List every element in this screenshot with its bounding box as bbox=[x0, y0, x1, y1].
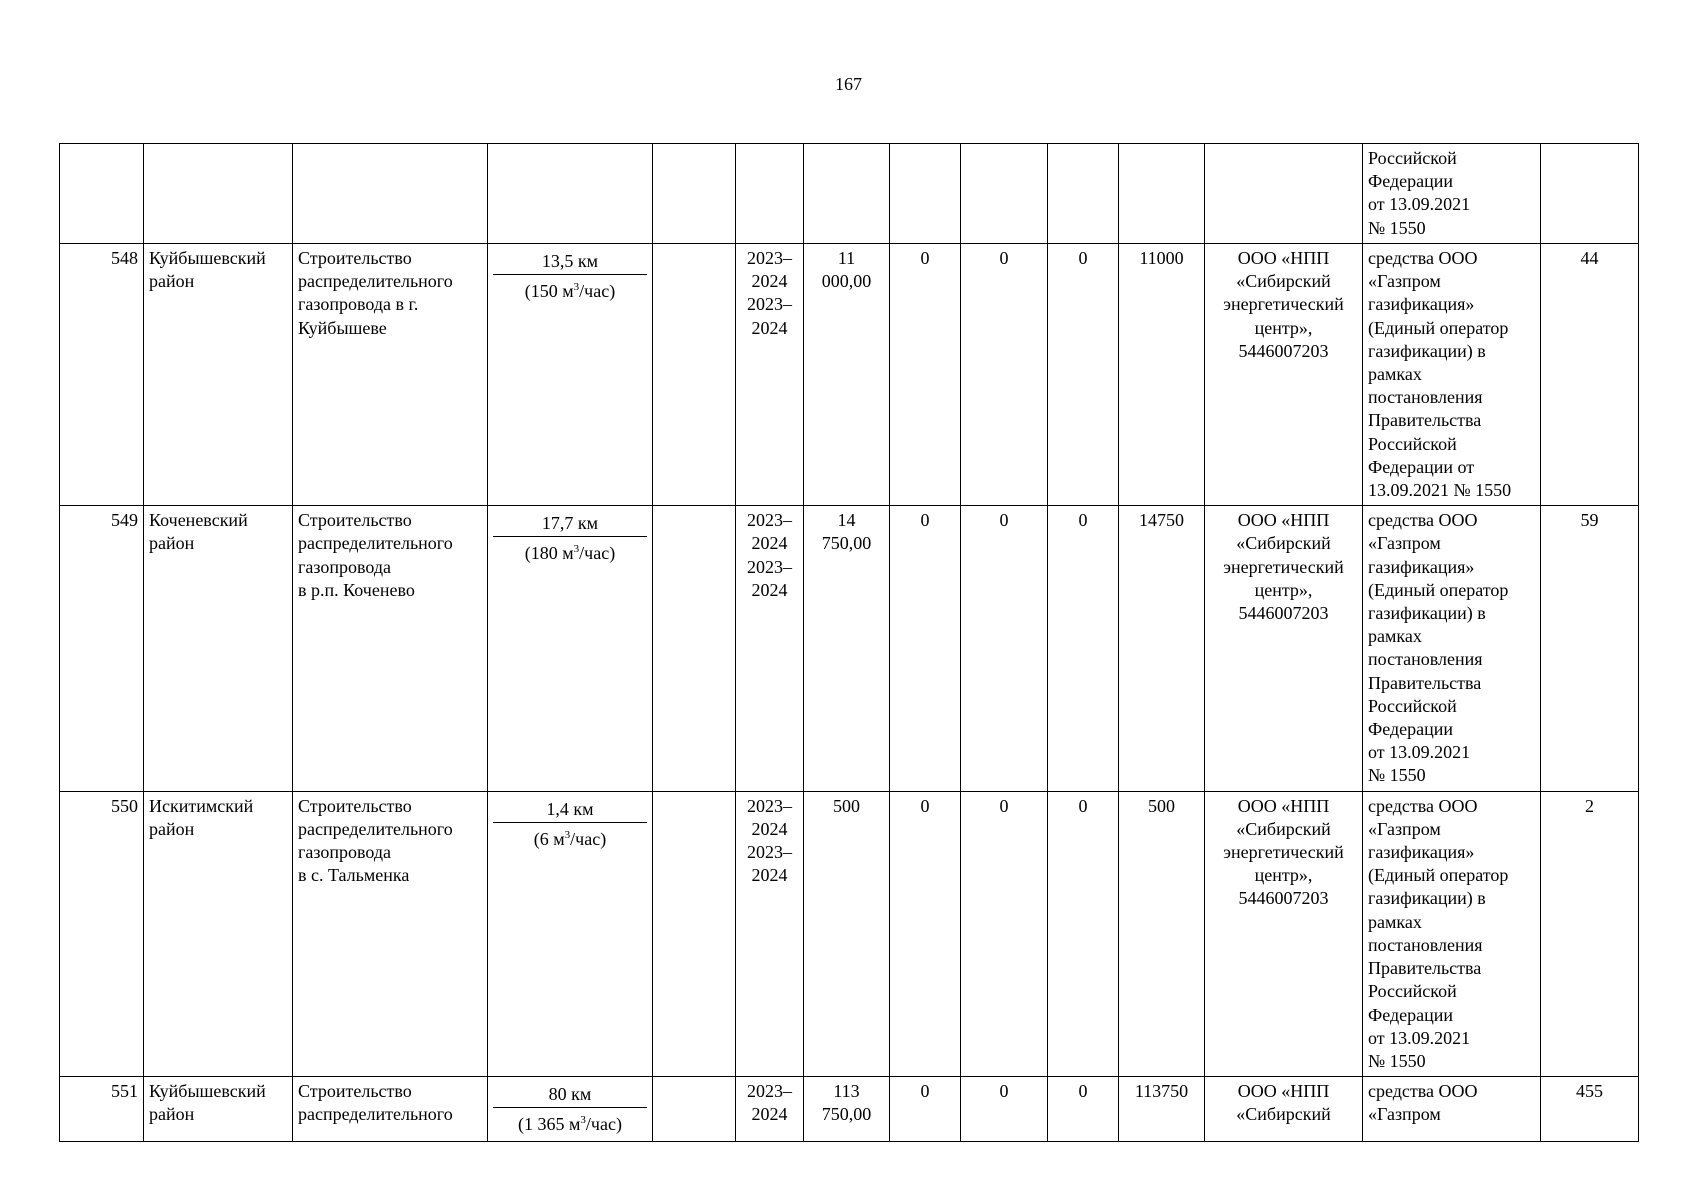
table-row bbox=[60, 506, 1639, 791]
total-text: 14 750,00 bbox=[821, 510, 872, 554]
capacity-sup-text: 3 bbox=[580, 1114, 586, 1127]
capacity-unit-text: /час) bbox=[579, 281, 616, 301]
source-text: средства ООО «Газпром bbox=[1368, 1081, 1478, 1125]
period-cell bbox=[736, 1077, 804, 1142]
total-cell bbox=[804, 144, 890, 244]
throughput-value bbox=[493, 275, 647, 305]
length-value bbox=[493, 1080, 647, 1108]
table-row bbox=[60, 144, 1639, 244]
c4-text: 113750 bbox=[1134, 1081, 1189, 1102]
object-text: Строительство распределительного газопровода в с. Тальменка bbox=[298, 795, 453, 886]
executor-cell bbox=[1205, 144, 1363, 244]
length-text: 80 км bbox=[548, 1084, 592, 1105]
value-cell bbox=[1119, 244, 1205, 506]
object-cell bbox=[293, 506, 488, 791]
length-value bbox=[493, 795, 647, 823]
capacity-sup-text: 3 bbox=[573, 281, 580, 293]
source-cell bbox=[1363, 1077, 1541, 1142]
c1-text: 0 bbox=[920, 510, 930, 531]
district-cell bbox=[144, 506, 293, 791]
empty-cell bbox=[653, 506, 736, 791]
capacity-sup-text: 3 bbox=[573, 543, 580, 556]
district-text: Куйбышевский район bbox=[149, 248, 266, 292]
executor-cell bbox=[1205, 506, 1363, 791]
object-text: Строительство распределительного газопровода в г. Куйбышеве bbox=[298, 248, 453, 338]
empty-cell bbox=[653, 791, 736, 1076]
source-text: средства ООО «Газпром газификация» (Единый оператор газификации) в рамках постановления Правительства Российской Федерации от 13.09.2021 № 1550 bbox=[1368, 248, 1512, 501]
capacity-cell bbox=[488, 1077, 653, 1142]
c3-text: 0 bbox=[1078, 510, 1088, 531]
num-text: 549 bbox=[111, 510, 138, 531]
district-cell bbox=[144, 791, 293, 1076]
executor-text: ООО «НПП «Сибирский bbox=[1236, 1081, 1331, 1125]
value-cell bbox=[961, 791, 1048, 1076]
c2-text: 0 bbox=[999, 1081, 1009, 1102]
row-number bbox=[60, 791, 144, 1076]
row-number bbox=[60, 506, 144, 791]
period-cell bbox=[736, 144, 804, 244]
district-cell bbox=[144, 244, 293, 506]
length-value bbox=[493, 247, 647, 275]
value-cell bbox=[961, 144, 1048, 244]
capacity-sup-text: 3 bbox=[564, 828, 571, 841]
executor-text: ООО «НПП «Сибирский энергетический центр», 5446007203 bbox=[1223, 248, 1344, 361]
district-text: Куйбышевский район bbox=[149, 1081, 266, 1125]
length-text: 17,7 км bbox=[541, 513, 599, 534]
empty-cell bbox=[653, 1077, 736, 1142]
throughput-value bbox=[493, 537, 647, 567]
value-cell bbox=[1048, 1077, 1119, 1142]
page-number: 167 bbox=[835, 74, 862, 94]
length-text: 13,5 км bbox=[541, 251, 599, 271]
value-cell bbox=[890, 244, 961, 506]
object-text: Строительство распределительного газопровода в р.п. Коченево bbox=[298, 510, 453, 600]
c4-text: 500 bbox=[1148, 795, 1175, 816]
executor-text: ООО «НПП «Сибирский энергетический центр», 5446007203 bbox=[1223, 510, 1344, 624]
value-cell bbox=[961, 1077, 1048, 1142]
executor-text: ООО «НПП «Сибирский энергетический центр», 5446007203 bbox=[1223, 795, 1344, 909]
period-text: 2023– 2024 2023– 2024 bbox=[747, 248, 792, 338]
capacity-value-text: (1 365 м bbox=[518, 1114, 581, 1135]
num-cell bbox=[60, 144, 144, 244]
source-cell bbox=[1363, 244, 1541, 506]
period-text: 2023– 2024 2023– 2024 bbox=[747, 795, 792, 886]
object-cell bbox=[293, 244, 488, 506]
throughput-value bbox=[493, 823, 647, 853]
num-text: 550 bbox=[111, 795, 138, 816]
last-cell bbox=[1541, 506, 1639, 791]
total-cell bbox=[804, 244, 890, 506]
capacity-cell bbox=[488, 506, 653, 791]
num-text: 551 bbox=[111, 1081, 138, 1102]
value-cell bbox=[1048, 244, 1119, 506]
period-cell bbox=[736, 791, 804, 1076]
value-cell bbox=[1119, 144, 1205, 244]
source-text: средства ООО «Газпром газификация» (Единый оператор газификации) в рамках постановления Правительства Российской Федерации от 13.09.2021 № 1550 bbox=[1368, 510, 1509, 786]
period-cell bbox=[736, 506, 804, 791]
value-cell bbox=[890, 791, 961, 1076]
empty-cell bbox=[653, 144, 736, 244]
c4-text: 11000 bbox=[1139, 248, 1184, 268]
c2-text: 0 bbox=[999, 248, 1009, 268]
capacity-cell bbox=[488, 244, 653, 506]
last-cell bbox=[1541, 144, 1639, 244]
last-text: 455 bbox=[1576, 1081, 1603, 1102]
length-text: 1,4 км bbox=[546, 798, 594, 819]
c1-text: 0 bbox=[920, 795, 930, 816]
value-cell bbox=[1119, 1077, 1205, 1142]
total-cell bbox=[804, 791, 890, 1076]
district-text: Искитимский район bbox=[149, 795, 254, 839]
num-text: 548 bbox=[111, 248, 138, 268]
capacity-value-text: (150 м bbox=[524, 281, 574, 301]
c2-text: 0 bbox=[999, 510, 1009, 531]
row-number bbox=[60, 1077, 144, 1142]
capacity-unit-text: /час) bbox=[579, 543, 616, 564]
length-value bbox=[493, 509, 647, 537]
c1-text: 0 bbox=[920, 1081, 930, 1102]
executor-cell bbox=[1205, 1077, 1363, 1142]
value-cell bbox=[961, 244, 1048, 506]
executor-cell bbox=[1205, 791, 1363, 1076]
c2-text: 0 bbox=[999, 795, 1009, 816]
capacity-unit-text: /час) bbox=[585, 1114, 622, 1135]
last-cell bbox=[1541, 791, 1639, 1076]
source-text: Российской Федерации от 13.09.2021 № 1550 bbox=[1368, 148, 1471, 238]
value-cell bbox=[1119, 506, 1205, 791]
throughput-value bbox=[493, 1108, 647, 1138]
object-text: Строительство распределительного bbox=[298, 1081, 453, 1125]
source-text: средства ООО «Газпром газификация» (Единый оператор газификации) в рамках постановления Правительства Российской Федерации от 13.09.2021 № 1550 bbox=[1368, 795, 1509, 1071]
capacity-cell bbox=[488, 791, 653, 1076]
period-text: 2023– 2024 bbox=[747, 1081, 792, 1125]
total-text: 500 bbox=[833, 795, 860, 816]
total-text: 113 750,00 bbox=[821, 1081, 872, 1125]
c3-text: 0 bbox=[1078, 795, 1088, 816]
period-text: 2023– 2024 2023– 2024 bbox=[747, 510, 792, 600]
object-cell bbox=[293, 791, 488, 1076]
value-cell bbox=[890, 144, 961, 244]
last-cell bbox=[1541, 244, 1639, 506]
value-cell bbox=[1119, 791, 1205, 1076]
capacity-cell bbox=[488, 144, 653, 244]
c4-text: 14750 bbox=[1139, 510, 1184, 531]
capacity-unit-text: /час) bbox=[570, 828, 607, 849]
executor-cell bbox=[1205, 244, 1363, 506]
period-cell bbox=[736, 244, 804, 506]
table-row bbox=[60, 1077, 1639, 1142]
last-text: 44 bbox=[1580, 248, 1599, 268]
last-cell bbox=[1541, 1077, 1639, 1142]
last-text: 2 bbox=[1585, 795, 1594, 816]
value-cell bbox=[1048, 144, 1119, 244]
district-cell bbox=[144, 1077, 293, 1142]
c3-text: 0 bbox=[1078, 1081, 1088, 1102]
total-cell bbox=[804, 506, 890, 791]
value-cell bbox=[890, 1077, 961, 1142]
source-cell bbox=[1363, 144, 1541, 244]
data-table bbox=[59, 143, 1639, 1142]
c3-text: 0 bbox=[1078, 248, 1088, 268]
object-cell bbox=[293, 144, 488, 244]
c1-text: 0 bbox=[920, 248, 930, 268]
value-cell bbox=[1048, 791, 1119, 1076]
source-cell bbox=[1363, 791, 1541, 1076]
capacity-value-text: (180 м bbox=[524, 543, 574, 564]
empty-cell bbox=[653, 244, 736, 506]
source-cell bbox=[1363, 506, 1541, 791]
total-cell bbox=[804, 1077, 890, 1142]
district-cell bbox=[144, 144, 293, 244]
table-row bbox=[60, 244, 1639, 506]
capacity-value-text: (6 м bbox=[533, 828, 565, 849]
table-row bbox=[60, 791, 1639, 1076]
last-text: 59 bbox=[1580, 510, 1599, 531]
total-text: 11 000,00 bbox=[821, 248, 872, 292]
row-number bbox=[60, 244, 144, 506]
value-cell bbox=[961, 506, 1048, 791]
district-text: Коченевский район bbox=[149, 510, 248, 554]
value-cell bbox=[890, 506, 961, 791]
object-cell bbox=[293, 1077, 488, 1142]
value-cell bbox=[1048, 506, 1119, 791]
